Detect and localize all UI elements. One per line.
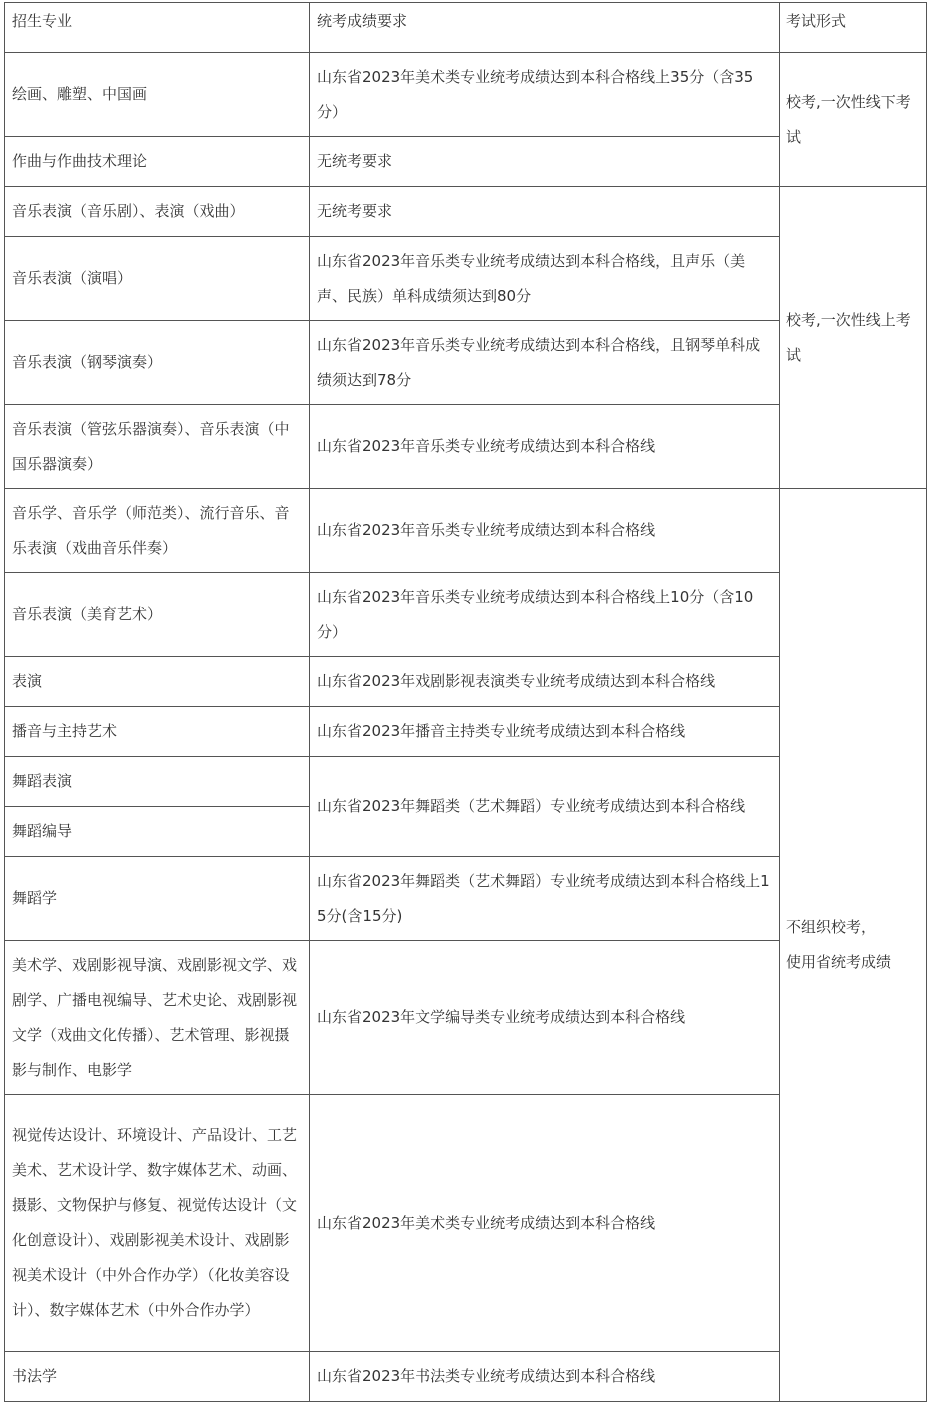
requirement-cell: 无统考要求 — [310, 137, 780, 187]
requirement-cell: 山东省2023年舞蹈类（艺术舞蹈）专业统考成绩达到本科合格线上15分(含15分) — [310, 857, 780, 941]
major-cell: 视觉传达设计、环境设计、产品设计、工艺美术、艺术设计学、数字媒体艺术、动画、摄影、文物保护与修复、视觉传达设计（文化创意设计）、戏剧影视美术设计、戏剧影视美术设计（中外合作办学）（化妆美容设计）、数字媒体艺术（中外合作办学） — [5, 1095, 310, 1352]
major-cell: 音乐表演（美育艺术） — [5, 573, 310, 657]
major-cell: 音乐学、音乐学（师范类）、流行音乐、音乐表演（戏曲音乐伴奏） — [5, 489, 310, 573]
exam-form-provincial-line1: 不组织校考， — [786, 918, 877, 936]
header-exam-form: 考试形式 — [780, 3, 927, 53]
major-cell: 舞蹈表演 — [5, 757, 310, 807]
major-cell: 音乐表演（管弦乐器演奏）、音乐表演（中国乐器演奏） — [5, 405, 310, 489]
requirement-cell: 山东省2023年音乐类专业统考成绩达到本科合格线上10分（含10分） — [310, 573, 780, 657]
table-row — [5, 489, 927, 573]
table-row — [5, 187, 927, 237]
table-row — [5, 53, 927, 137]
major-cell: 作曲与作曲技术理论 — [5, 137, 310, 187]
requirement-cell: 山东省2023年文学编导类专业统考成绩达到本科合格线 — [310, 941, 780, 1095]
major-cell: 美术学、戏剧影视导演、戏剧影视文学、戏剧学、广播电视编导、艺术史论、戏剧影视文学（戏曲文化传播）、艺术管理、影视摄影与制作、电影学 — [5, 941, 310, 1095]
requirement-cell: 山东省2023年戏剧影视表演类专业统考成绩达到本科合格线 — [310, 657, 780, 707]
admission-requirements-table — [4, 2, 927, 1402]
exam-form-offline: 校考,一次性线下考试 — [780, 53, 927, 187]
requirement-cell: 山东省2023年美术类专业统考成绩达到本科合格线上35分（含35分） — [310, 53, 780, 137]
header-major: 招生专业 — [5, 3, 310, 53]
major-cell: 绘画、雕塑、中国画 — [5, 53, 310, 137]
requirement-cell: 山东省2023年音乐类专业统考成绩达到本科合格线，且钢琴单科成绩须达到78分 — [310, 321, 780, 405]
requirement-cell: 山东省2023年音乐类专业统考成绩达到本科合格线 — [310, 405, 780, 489]
exam-form-online: 校考,一次性线上考试 — [780, 187, 927, 489]
requirement-cell: 山东省2023年美术类专业统考成绩达到本科合格线 — [310, 1095, 780, 1352]
major-cell: 音乐表演（钢琴演奏） — [5, 321, 310, 405]
requirement-cell: 山东省2023年书法类专业统考成绩达到本科合格线 — [310, 1352, 780, 1402]
exam-form-provincial — [780, 489, 927, 1402]
major-cell: 书法学 — [5, 1352, 310, 1402]
requirement-cell: 无统考要求 — [310, 187, 780, 237]
requirement-cell: 山东省2023年播音主持类专业统考成绩达到本科合格线 — [310, 707, 780, 757]
requirement-cell: 山东省2023年舞蹈类（艺术舞蹈）专业统考成绩达到本科合格线 — [310, 757, 780, 857]
major-cell: 播音与主持艺术 — [5, 707, 310, 757]
header-requirement: 统考成绩要求 — [310, 3, 780, 53]
exam-form-provincial-line2: 使用省统考成绩 — [786, 953, 892, 971]
major-cell: 舞蹈编导 — [5, 807, 310, 857]
requirement-cell: 山东省2023年音乐类专业统考成绩达到本科合格线，且声乐（美声、民族）单科成绩须达到80分 — [310, 237, 780, 321]
major-cell: 表演 — [5, 657, 310, 707]
header-row — [5, 3, 927, 53]
major-cell: 音乐表演（演唱） — [5, 237, 310, 321]
requirement-cell: 山东省2023年音乐类专业统考成绩达到本科合格线 — [310, 489, 780, 573]
major-cell: 舞蹈学 — [5, 857, 310, 941]
major-cell: 音乐表演（音乐剧）、表演（戏曲） — [5, 187, 310, 237]
